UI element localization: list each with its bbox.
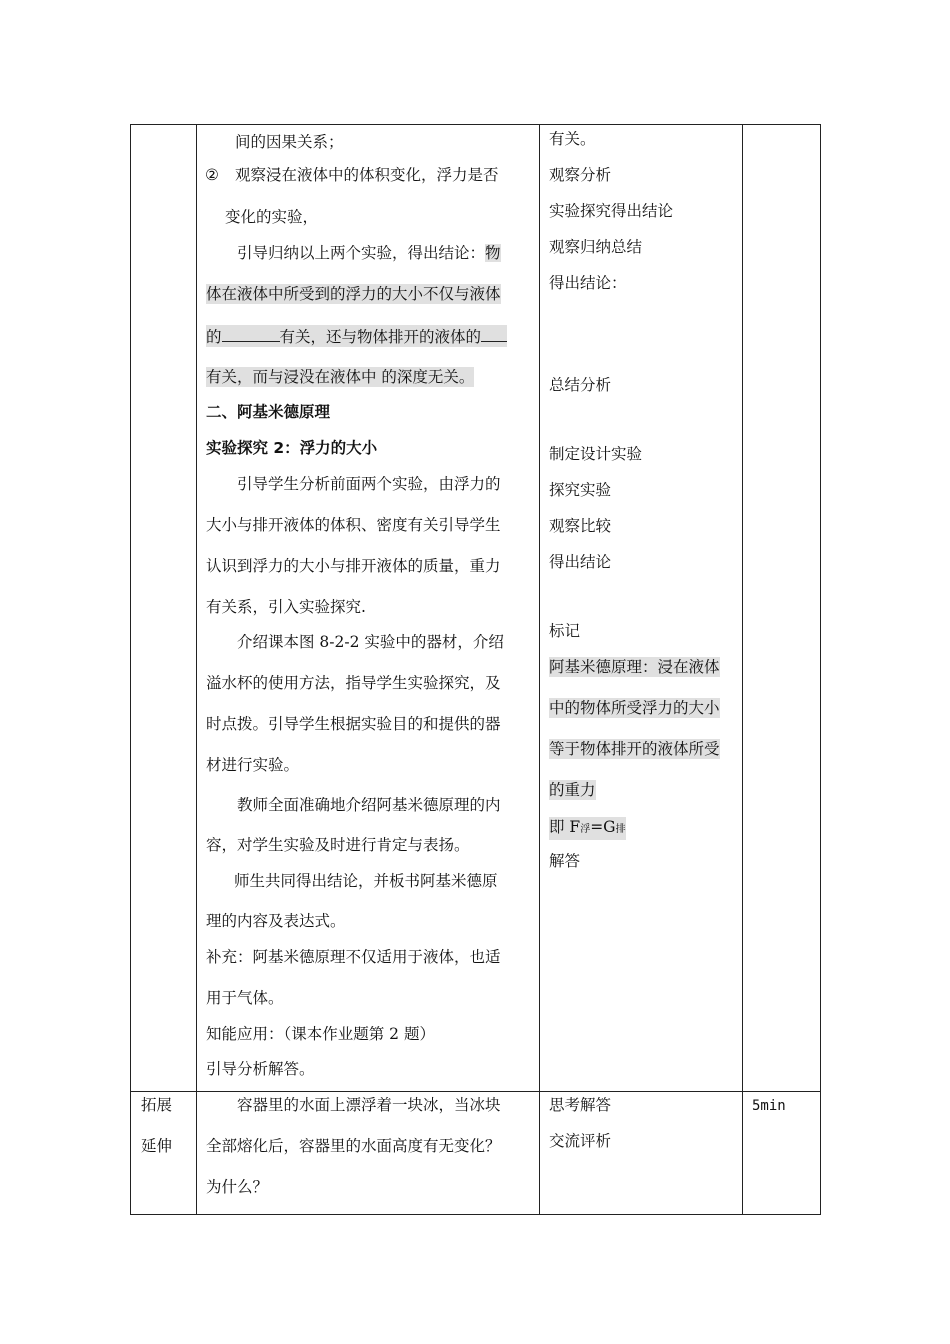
- text-line: 间的因果关系；: [235, 133, 344, 151]
- text-line: 认识到浮力的大小与排开液体的质量，重力: [206, 557, 501, 575]
- time-cell-empty: [743, 125, 821, 1092]
- text-segment: 有关，还与物体排开的液体的: [279, 328, 482, 346]
- text-line: 时点拨。引导学生根据实验目的和提供的器: [206, 715, 501, 733]
- text-segment: 即 F: [549, 818, 581, 836]
- formula: [549, 817, 626, 840]
- subscript: 排: [615, 824, 626, 835]
- stage-cell-empty: [131, 125, 197, 1092]
- text-segment: =G: [590, 818, 616, 836]
- highlighted-text: [549, 657, 720, 677]
- text-line: 思考解答: [549, 1096, 612, 1114]
- time-cell: [743, 1092, 821, 1215]
- text-line: 有关系，引入实验探究.: [206, 598, 366, 616]
- lesson-plan-table: [130, 124, 821, 1215]
- section-heading: 二、阿基米德原理: [206, 403, 331, 421]
- fill-in-blank: [481, 325, 507, 342]
- student-activity-cell: [540, 125, 743, 1092]
- text-line: 引导学生分析前面两个实验，由浮力的: [237, 475, 501, 493]
- highlighted-text: 等于物体排开的液体所受: [549, 740, 720, 758]
- text-line: 用于气体。: [206, 989, 284, 1007]
- text-segment: 的: [206, 328, 222, 346]
- text-line: 理的内容及表达式。: [206, 912, 346, 930]
- stage-label: 延伸: [141, 1137, 173, 1155]
- text-line: 解答: [549, 852, 581, 870]
- text-line: 实验探究得出结论: [549, 202, 674, 220]
- text-line: 师生共同得出结论，并板书阿基米德原: [234, 872, 498, 890]
- text-segment: 浸在液体: [657, 658, 720, 676]
- highlighted-text: 有关，而与浸没在液体中 的深度无关。: [206, 368, 475, 386]
- subscript: 浮: [580, 824, 591, 835]
- text-line: 教师全面准确地介绍阿基米德原理的内: [237, 796, 501, 814]
- text-line: 引导分析解答。: [206, 1060, 315, 1078]
- text-line: 观察浸在液体中的体积变化，浮力是否: [235, 166, 499, 184]
- text-line: 补充：阿基米德原理不仅适用于液体，也适: [206, 948, 501, 966]
- text-line: 溢水杯的使用方法，指导学生实验探究，及: [206, 674, 501, 692]
- text-line: 全部熔化后，容器里的水面高度有无变化？: [206, 1137, 501, 1155]
- highlighted-text: [206, 325, 507, 347]
- text-line: 大小与排开液体的体积、密度有关引导学生: [206, 516, 501, 534]
- text-line: 变化的实验，: [225, 208, 319, 226]
- text-line: 知能应用：（课本作业题第 2 题）: [206, 1025, 435, 1043]
- highlighted-text: 体在液体中所受到的浮力的大小不仅与液体: [206, 285, 501, 303]
- list-marker: ②: [205, 166, 219, 184]
- student-activity-cell: [540, 1092, 743, 1215]
- text-line: 总结分析: [549, 376, 612, 394]
- text-line: 观察分析: [549, 166, 612, 184]
- teacher-activity-cell: [197, 125, 540, 1092]
- text-segment: 引导归纳以上两个实验，得出结论：: [237, 244, 486, 262]
- time-value: 5min: [752, 1098, 786, 1114]
- text-line: [237, 243, 501, 263]
- text-line: 有关。: [549, 130, 596, 148]
- stage-cell: [131, 1092, 197, 1215]
- text-line: 观察归纳总结: [549, 238, 643, 256]
- text-line: 观察比较: [549, 517, 612, 535]
- teacher-activity-cell: [197, 1092, 540, 1215]
- text-line: 介绍课本图 8-2-2 实验中的器材，介绍: [237, 633, 504, 651]
- text-line: 容器里的水面上漂浮着一块冰，当冰块: [237, 1096, 501, 1114]
- text-line: 得出结论: [549, 553, 612, 571]
- text-line: 材进行实验。: [206, 756, 300, 774]
- text-line: 标记: [549, 622, 581, 640]
- text-line: 制定设计实验: [549, 445, 643, 463]
- table-row: [131, 125, 821, 1092]
- highlighted-text: 中的物体所受浮力的大小: [549, 699, 720, 717]
- highlighted-text: 的重力: [549, 781, 596, 799]
- subsection-heading: 实验探究 2：浮力的大小: [206, 439, 378, 457]
- table-row: [131, 1092, 821, 1215]
- highlighted-text: 物: [485, 244, 501, 262]
- text-line: 为什么？: [206, 1178, 269, 1196]
- text-line: 交流评析: [549, 1132, 612, 1150]
- text-line: 得出结论：: [549, 274, 627, 292]
- text-line: 探究实验: [549, 481, 612, 499]
- stage-label: 拓展: [141, 1096, 173, 1114]
- text-line: 容，对学生实验及时进行肯定与表扬。: [206, 836, 470, 854]
- fill-in-blank: [222, 325, 280, 342]
- text-segment: 阿基米德原理：: [549, 658, 658, 676]
